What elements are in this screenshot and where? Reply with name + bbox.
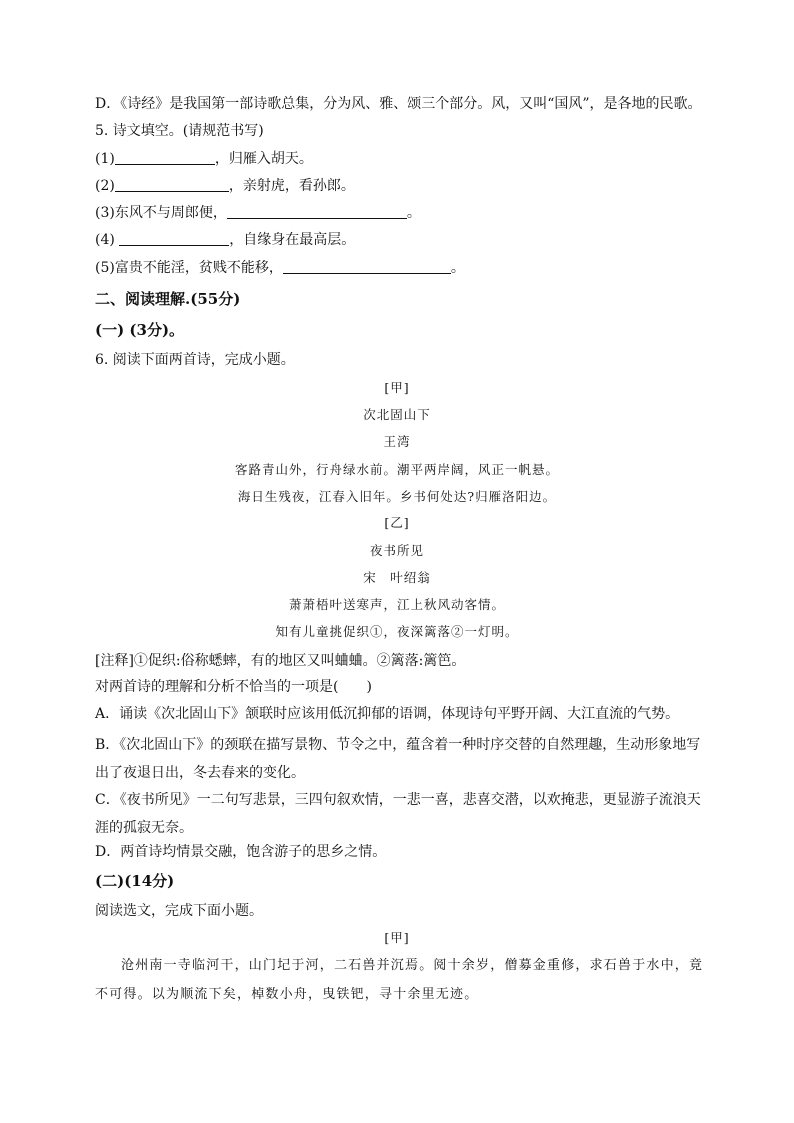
q5-stem: 5. 诗文填空。(请规范书写) [95,123,264,139]
poem-a-author: 王湾 [383,434,411,449]
q5-item-2-suffix: ，亲射虎，看孙郎。 [228,178,355,194]
answer-blank-3[interactable] [227,204,407,219]
option-a[interactable]: A．诵读《次北固山下》颔联时应该用低沉抑郁的语调，体现诗句平野开阔、大江直流的气势。 [95,706,680,722]
q5-item-3 [95,203,421,223]
annotation-note: [注释]①促织:俗称蟋蟀，有的地区又叫蛐蛐。②篱落:篱笆。 [95,653,466,669]
part2-heading: (二)(14分) [95,872,175,890]
poem-a-line-1: 客路青山外，行舟绿水前。潮平两岸阔，风正一帆悬。 [234,462,559,477]
q5-item-1-prefix: (1) [95,151,115,167]
q5-item-5-suffix: 。 [450,260,465,276]
q5-item-5-prefix: (5)富贵不能淫，贫贱不能移， [95,260,283,276]
poem-b-author: 宋 叶绍翁 [363,570,431,585]
poem-a-tag: [甲] [384,380,410,395]
option-b[interactable]: B．《次北固山下》的颈联在描写景物、节令之中，蕴含着一种时序交替的自然理趣，生动形象地写出了夜退日出，冬去春来的变化。 [95,737,701,781]
answer-blank-4[interactable] [119,231,229,246]
poem-a-line-2: 海日生残夜，江春入旧年。乡书何处达?归雁洛阳边。 [237,489,557,504]
prose-a-text: 沧州南一寺临河干，山门圮于河，二石兽并沉焉。阅十余岁，僧募金重修，求石兽于水中，竟不可得。以为顺流下矣，棹数小舟，曳铁钯，寻十余里无迹。 [95,958,704,1002]
q5-item-4 [95,230,355,250]
q5-item-2-prefix: (2) [95,178,115,194]
q5-item-4-prefix: (4) [95,232,120,248]
answer-blank-1[interactable] [115,150,215,165]
section-heading: 二、阅读理解.(55分) [95,290,241,308]
q5-item-3-prefix: (3)东风不与周郎便， [95,205,227,221]
q5-item-3-suffix: 。 [406,205,421,221]
q4-option-d: D．《诗经》是我国第一部诗歌总集，分为风、雅、颂三个部分。风，又叫“国风”，是各地的民歌。 [95,96,702,112]
q5-item-5 [95,258,465,278]
poem-b-line-2: 知有儿童挑促织①，夜深篱落②一灯明。 [275,624,519,639]
poem-b-line-1: 萧萧梧叶送寒声，江上秋风动客情。 [288,597,505,612]
q5-item-1-suffix: ，归雁入胡天。 [214,151,313,167]
q5-item-1 [95,149,313,169]
part2-stem: 阅读选文，完成下面小题。 [95,903,263,919]
poem-b-title: 夜书所见 [369,543,424,558]
answer-blank-5[interactable] [283,259,451,274]
option-c[interactable]: C．《夜书所见》一二句写悲景，三四句叙欢情，一悲一喜，悲喜交潜，以欢掩悲，更显游子流浪天涯的孤寂无奈。 [95,792,701,836]
poem-b-tag: [乙] [384,515,410,530]
answer-blank-2[interactable] [115,177,229,192]
question-stem: 对两首诗的理解和分析不恰当的一项是( ) [95,679,372,695]
prose-a-tag: [甲] [384,930,410,945]
q6-stem: 6. 阅读下面两首诗，完成小题。 [95,352,295,368]
part1-heading: (一) (3分)。 [95,321,185,339]
q5-item-4-suffix: ，自缘身在最高层。 [229,232,356,248]
poem-a-title: 次北固山下 [363,407,431,422]
option-d[interactable]: D．两首诗均情景交融，饱含游子的思乡之情。 [95,844,387,860]
q5-item-2 [95,176,355,196]
